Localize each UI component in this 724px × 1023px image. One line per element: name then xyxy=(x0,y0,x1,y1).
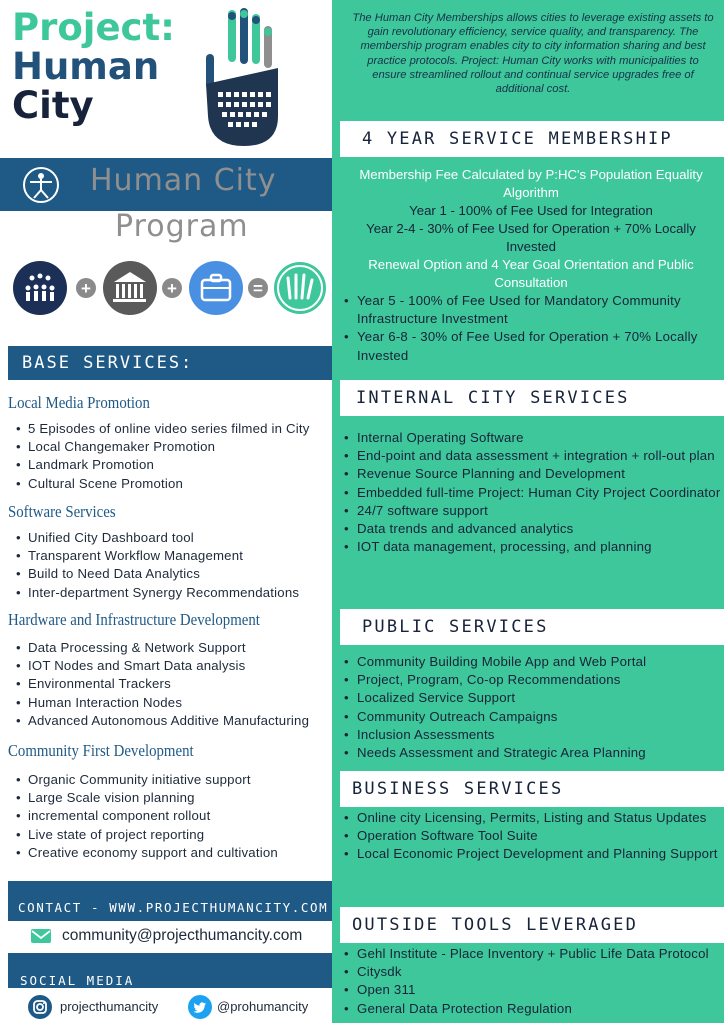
list-item: • Large Scale vision planning xyxy=(16,789,278,807)
list-item: • Live state of project reporting xyxy=(16,826,278,844)
twitter-icon[interactable] xyxy=(188,995,212,1019)
list-item: • Inter-department Synergy Recommendations xyxy=(16,584,299,602)
title-line-2: Human xyxy=(12,45,160,88)
list-item: • Data Processing & Network Support xyxy=(16,639,309,657)
list-item: • IOT Nodes and Smart Data analysis xyxy=(16,657,309,675)
list-item: • Advanced Autonomous Additive Manufacturing xyxy=(16,712,309,730)
page-title xyxy=(12,8,212,125)
list-item: • End-point and data assessment + integration + roll-out plan xyxy=(344,447,724,465)
list-item: • Revenue Source Planning and Development xyxy=(344,465,724,483)
list-item: • Operation Software Tool Suite xyxy=(344,827,724,845)
internal-services-list xyxy=(344,429,724,556)
business-services-heading: BUSINESS SERVICES xyxy=(340,771,724,807)
plus-operator-2: + xyxy=(167,279,177,298)
vitruvian-man-icon xyxy=(22,166,60,204)
list-item: • Needs Assessment and Strategic Area Planning xyxy=(344,744,724,762)
social-media-heading: SOCIAL MEDIA xyxy=(20,973,135,988)
list-item: • Localized Service Support xyxy=(344,689,724,707)
list-item: • Community Building Mobile App and Web Portal xyxy=(344,653,724,671)
local-media-title: Local Media Promotion xyxy=(8,393,150,412)
list-item: • Project, Program, Co-op Recommendations xyxy=(344,671,724,689)
list-item: • Human Interaction Nodes xyxy=(16,694,309,712)
list-item: • Data trends and advanced analytics xyxy=(344,520,724,538)
list-item: • Embedded full-time Project: Human City Project Coordinator xyxy=(344,484,724,502)
list-item: • Creative economy support and cultivation xyxy=(16,844,278,862)
list-item: • 24/7 software support xyxy=(344,502,724,520)
list-item: • Organic Community initiative support xyxy=(16,771,278,789)
human-city-hand-logo xyxy=(200,6,290,151)
twitter-handle[interactable]: @prohumancity xyxy=(217,999,309,1014)
list-item: • Open 311 xyxy=(344,981,724,999)
list-item: • Online city Licensing, Permits, Listing and Status Updates xyxy=(344,809,724,827)
membership-line: Year 2-4 - 30% of Fee Used for Operation + 70% Locally Invested xyxy=(366,221,696,254)
local-media-list xyxy=(16,420,310,493)
list-item: • Local Economic Project Development and Planning Support xyxy=(344,845,724,863)
program-title-line-2: Program xyxy=(115,209,249,244)
public-services-list xyxy=(344,653,724,762)
equals-operator: = xyxy=(253,279,263,298)
government-building-icon xyxy=(103,261,157,315)
membership-lines xyxy=(340,166,722,292)
list-item: • Local Changemaker Promotion xyxy=(16,438,310,456)
list-item: • Internal Operating Software xyxy=(344,429,724,447)
public-services-heading: PUBLIC SERVICES xyxy=(340,609,724,645)
raised-hands-icon xyxy=(274,262,326,314)
list-item: • Landmark Promotion xyxy=(16,456,310,474)
membership-heading: 4 YEAR SERVICE MEMBERSHIP xyxy=(340,121,724,157)
list-item: • Cultural Scene Promotion xyxy=(16,475,310,493)
community-first-list xyxy=(16,771,278,862)
list-item: • Environmental Trackers xyxy=(16,675,309,693)
mail-icon xyxy=(30,926,52,946)
membership-line: Year 1 - 100% of Fee Used for Integration xyxy=(409,203,653,218)
hardware-title: Hardware and Infrastructure Development xyxy=(8,610,260,629)
list-item: • Gehl Institute - Place Inventory + Public Life Data Protocol xyxy=(344,945,724,963)
base-services-heading: BASE SERVICES: xyxy=(8,346,332,380)
software-services-list xyxy=(16,529,299,602)
email-link[interactable]: community@projecthumancity.com xyxy=(62,927,303,944)
community-first-title: Community First Development xyxy=(8,741,194,760)
list-item: • incremental component rollout xyxy=(16,807,278,825)
list-item: • General Data Protection Regulation xyxy=(344,1000,724,1018)
list-item: • Transparent Workflow Management xyxy=(16,547,299,565)
business-services-list xyxy=(344,809,724,864)
program-title-line-1: Human City xyxy=(90,163,277,198)
list-item: • Build to Need Data Analytics xyxy=(16,565,299,583)
membership-line: Renewal Option and 4 Year Goal Orientation and Public Consultation xyxy=(368,257,694,290)
program-equation xyxy=(12,260,327,316)
instagram-handle[interactable]: projecthumancity xyxy=(60,999,159,1014)
list-item: • 5 Episodes of online video series filmed in City xyxy=(16,420,310,438)
instagram-icon[interactable] xyxy=(28,995,52,1019)
list-item: • Inclusion Assessments xyxy=(344,726,724,744)
list-item: • Citysdk xyxy=(344,963,724,981)
list-item: • Year 6-8 - 30% of Fee Used for Operation + 70% Locally Invested xyxy=(344,328,724,364)
community-icon xyxy=(13,261,67,315)
outside-tools-heading: OUTSIDE TOOLS LEVERAGED xyxy=(340,907,724,943)
briefcase-icon xyxy=(189,261,243,315)
list-item: • Community Outreach Campaigns xyxy=(344,708,724,726)
title-line-3: City xyxy=(12,84,94,127)
hardware-list xyxy=(16,639,309,730)
intro-paragraph: The Human City Memberships allows cities to leverage existing assets to gain revolutionary efficiency, service quality, and transparency. The membership program enables city to city information sharing and best practice protocols. Project: Human City works with municipalities to ensure streamlined rollout and continual service upgrades free of additional cost. xyxy=(352,12,714,96)
outside-tools-list xyxy=(344,945,724,1018)
list-item: • Unified City Dashboard tool xyxy=(16,529,299,547)
software-services-title: Software Services xyxy=(8,502,116,521)
plus-operator-1: + xyxy=(81,279,91,298)
membership-list xyxy=(344,292,724,365)
title-line-1: Project: xyxy=(12,6,175,49)
list-item: • Year 5 - 100% of Fee Used for Mandatory Community Infrastructure Investment xyxy=(344,292,724,328)
membership-line: Membership Fee Calculated by P:HC's Population Equality Algorithm xyxy=(359,167,703,200)
list-item: • IOT data management, processing, and planning xyxy=(344,538,724,556)
internal-services-heading: INTERNAL CITY SERVICES xyxy=(340,380,724,416)
contact-heading[interactable]: CONTACT - WWW.PROJECTHUMANCITY.COM xyxy=(18,900,329,915)
